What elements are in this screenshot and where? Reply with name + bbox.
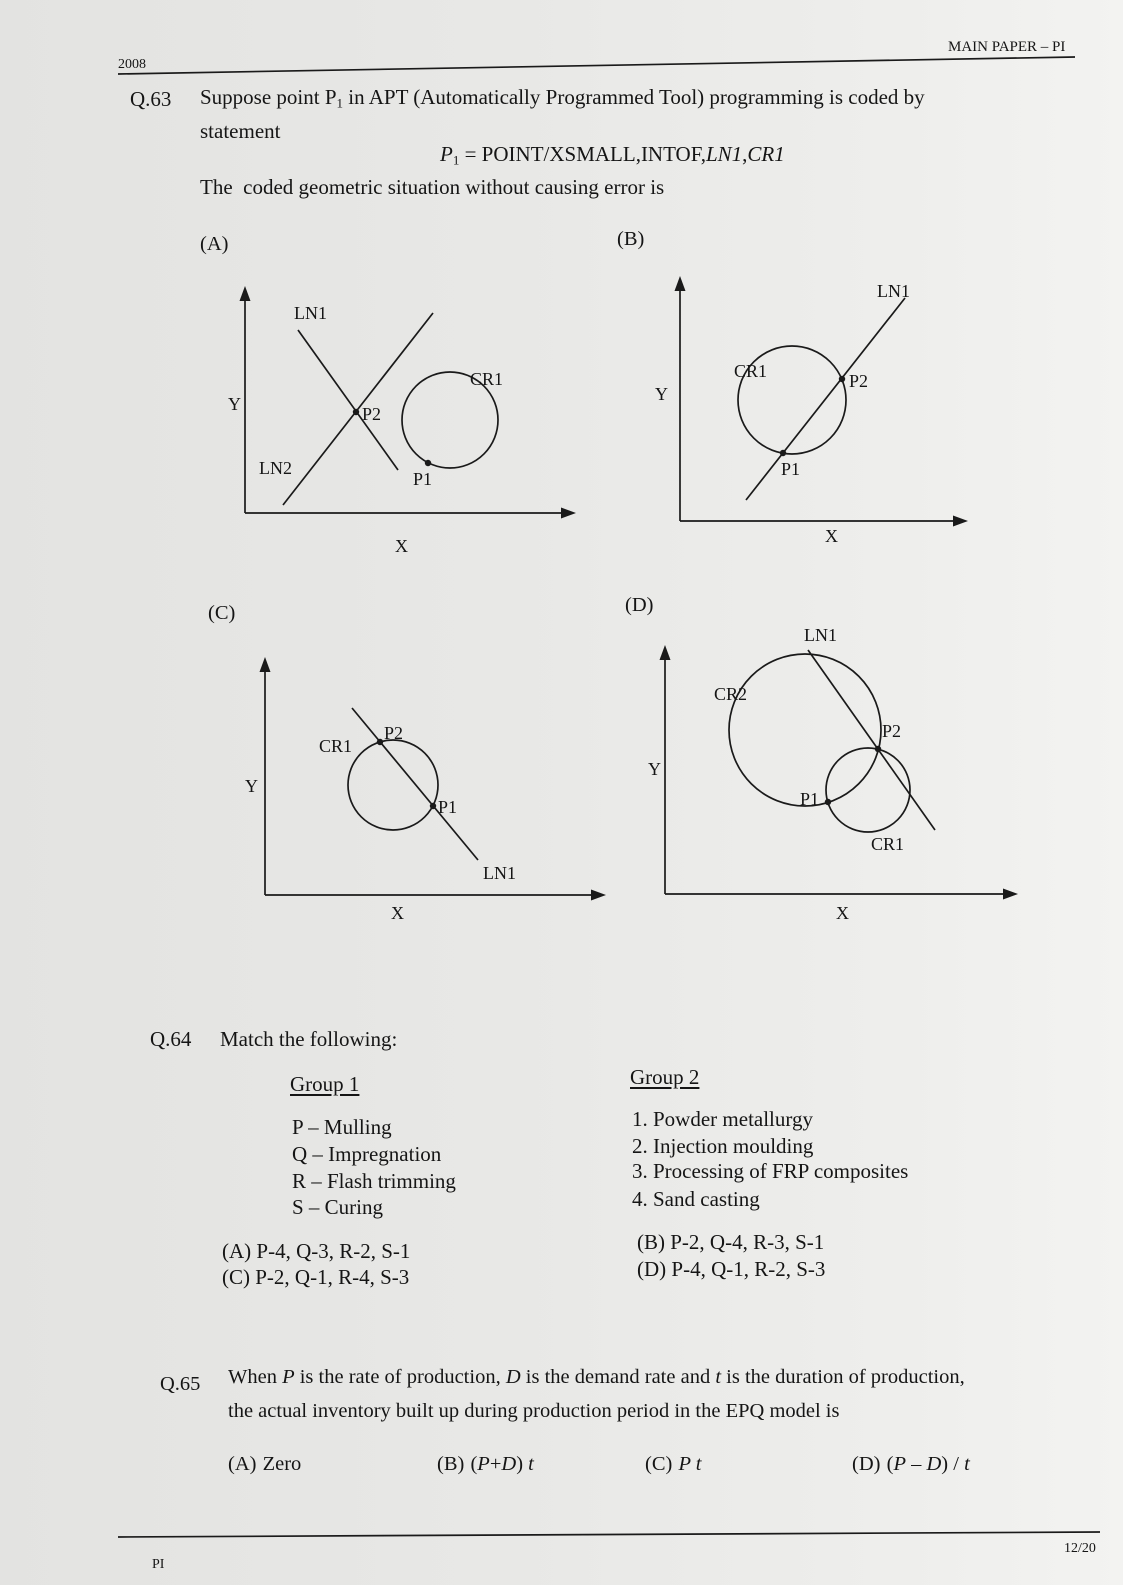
label-p1: P1 [781, 459, 801, 479]
label-p1: P1 [438, 797, 458, 817]
label-x: X [836, 903, 849, 923]
label-cr1: CR1 [871, 834, 905, 854]
label-ln2: LN2 [259, 458, 292, 478]
q65-text: is the duration of production, [721, 1366, 965, 1388]
paper-title: MAIN PAPER – PI [948, 39, 1066, 55]
q65-text-line1 [228, 1367, 965, 1388]
point-p1 [425, 460, 431, 466]
subscript: 1 [336, 95, 344, 111]
label-x: X [825, 526, 838, 546]
label-p2: P2 [362, 404, 382, 424]
diagram-b [655, 276, 968, 546]
label-y: Y [245, 776, 258, 796]
var-d: D [501, 1453, 517, 1475]
label-p2: P2 [882, 721, 902, 741]
y-axis-arrowhead [260, 657, 271, 672]
point-p1 [430, 803, 436, 809]
point-p2 [377, 739, 383, 745]
q65-text: When [228, 1366, 283, 1388]
circle-cr2 [729, 654, 881, 806]
label-p2: P2 [384, 723, 404, 743]
x-axis-arrowhead [1003, 889, 1018, 900]
subscript: 1 [452, 152, 460, 168]
x-axis-arrowhead [953, 516, 968, 527]
var-d: D [926, 1453, 942, 1475]
label-p2: P2 [849, 371, 869, 391]
label-cr1: CR1 [734, 361, 768, 381]
group1-item: Q – Impregnation [292, 1142, 442, 1166]
formula-text: = POINT/XSMALL,INTOF, [459, 142, 706, 166]
label-x: X [391, 903, 404, 923]
label-y: Y [655, 384, 668, 404]
q65-option-b [437, 1454, 534, 1475]
var-p: P [893, 1453, 906, 1475]
group2-title: Group 2 [630, 1065, 700, 1089]
q64-number: Q.64 [150, 1027, 192, 1051]
q64-option-b: (B) P-2, Q-4, R-3, S-1 [637, 1230, 825, 1254]
q65-number: Q.65 [160, 1373, 201, 1395]
label-ln1: LN1 [294, 303, 327, 323]
label-y: Y [648, 759, 661, 779]
q63-prompt: The coded geometric situation without causing error is [200, 175, 665, 199]
formula-var-p: P [440, 142, 453, 166]
q63-number: Q.63 [130, 87, 172, 111]
var-d: D [505, 1366, 521, 1388]
var-p: P [477, 1453, 490, 1475]
diagram-c [245, 657, 606, 923]
q65-option-c [645, 1454, 701, 1475]
q63-option-c-label: (C) [208, 602, 236, 624]
option-label: (D) [852, 1453, 881, 1475]
footer-rule [118, 1532, 1100, 1537]
group1-item: S – Curing [292, 1195, 384, 1219]
label-cr2: CR2 [714, 684, 748, 704]
option-text: Zero [262, 1453, 302, 1475]
y-axis-arrowhead [660, 645, 671, 660]
label-ln1: LN1 [877, 281, 910, 301]
label-p1: P1 [800, 789, 820, 809]
footer-paper-code: PI [152, 1557, 165, 1572]
point-p2 [353, 409, 359, 415]
label-x: X [395, 536, 408, 556]
footer-page-number: 12/20 [1064, 1541, 1096, 1556]
label-cr1: CR1 [319, 736, 353, 756]
line-ln1 [352, 708, 478, 860]
x-axis-arrowhead [591, 890, 606, 901]
group1-item: R – Flash trimming [292, 1169, 456, 1193]
q64-prompt: Match the following: [220, 1027, 398, 1051]
var-t: t [964, 1453, 970, 1475]
diagram-a [228, 286, 576, 556]
option-label: (A) [228, 1453, 257, 1475]
formula-ln1: LN1 [705, 142, 743, 166]
q64-option-c: (C) P-2, Q-1, R-4, S-3 [222, 1265, 410, 1289]
label-p1: P1 [413, 469, 433, 489]
option-text: ) / [941, 1453, 965, 1475]
q65-option-d [852, 1454, 970, 1475]
group1-title: Group 1 [290, 1072, 360, 1096]
label-cr1: CR1 [470, 369, 504, 389]
line-ln1 [746, 298, 905, 500]
var-t: t [715, 1366, 722, 1388]
circle-cr1 [348, 740, 438, 830]
point-p1 [825, 799, 831, 805]
q65-text-line2: the actual inventory built up during production period in the EPQ model is [228, 1400, 840, 1422]
x-axis-arrowhead [561, 508, 576, 519]
point-p1 [780, 450, 786, 456]
label-y: Y [228, 394, 241, 414]
paper-year: 2008 [118, 57, 146, 72]
label-ln1: LN1 [483, 863, 516, 883]
circle-cr1 [826, 748, 910, 832]
header-rule [118, 57, 1075, 74]
diagram-d [648, 625, 1018, 923]
q65-text: is the rate of production, [294, 1366, 506, 1388]
group2-item: 4. Sand casting [632, 1187, 760, 1211]
q63-option-a-label: (A) [200, 233, 229, 255]
option-text: + [489, 1453, 502, 1475]
line-ln1 [298, 330, 398, 470]
y-axis-arrowhead [675, 276, 686, 291]
point-p2 [875, 746, 881, 752]
point-p2 [839, 376, 845, 382]
q63-option-b-label: (B) [617, 228, 645, 250]
option-text: ( [886, 1453, 894, 1475]
formula-comma: , [742, 142, 748, 166]
group2-item: 3. Processing of FRP composites [632, 1159, 909, 1183]
var-p: P [282, 1366, 295, 1388]
var-t: t [528, 1453, 534, 1475]
q64-option-a: (A) P-4, Q-3, R-2, S-1 [222, 1239, 411, 1263]
q65-option-a [228, 1454, 301, 1475]
group1-item: P – Mulling [292, 1115, 392, 1139]
option-expression: P t [678, 1453, 702, 1475]
q65-text: is the demand rate and [520, 1366, 716, 1388]
q63-option-d-label: (D) [625, 594, 654, 616]
y-axis-arrowhead [240, 286, 251, 301]
q63-text-line2: statement [200, 119, 281, 143]
label-ln1: LN1 [804, 625, 837, 645]
q64-option-d: (D) P-4, Q-1, R-2, S-3 [637, 1257, 826, 1281]
q63-text: Suppose point P [200, 85, 337, 109]
option-text: ) [516, 1453, 529, 1475]
option-text: ( [470, 1453, 478, 1475]
option-label: (B) [437, 1453, 465, 1475]
q63-text: in APT (Automatically Programmed Tool) programming is coded by [343, 85, 925, 109]
option-text: – [905, 1453, 927, 1475]
group2-item: 2. Injection moulding [632, 1134, 814, 1158]
group2-item: 1. Powder metallurgy [632, 1107, 814, 1131]
formula-cr1: CR1 [747, 142, 785, 166]
option-label: (C) [645, 1453, 673, 1475]
